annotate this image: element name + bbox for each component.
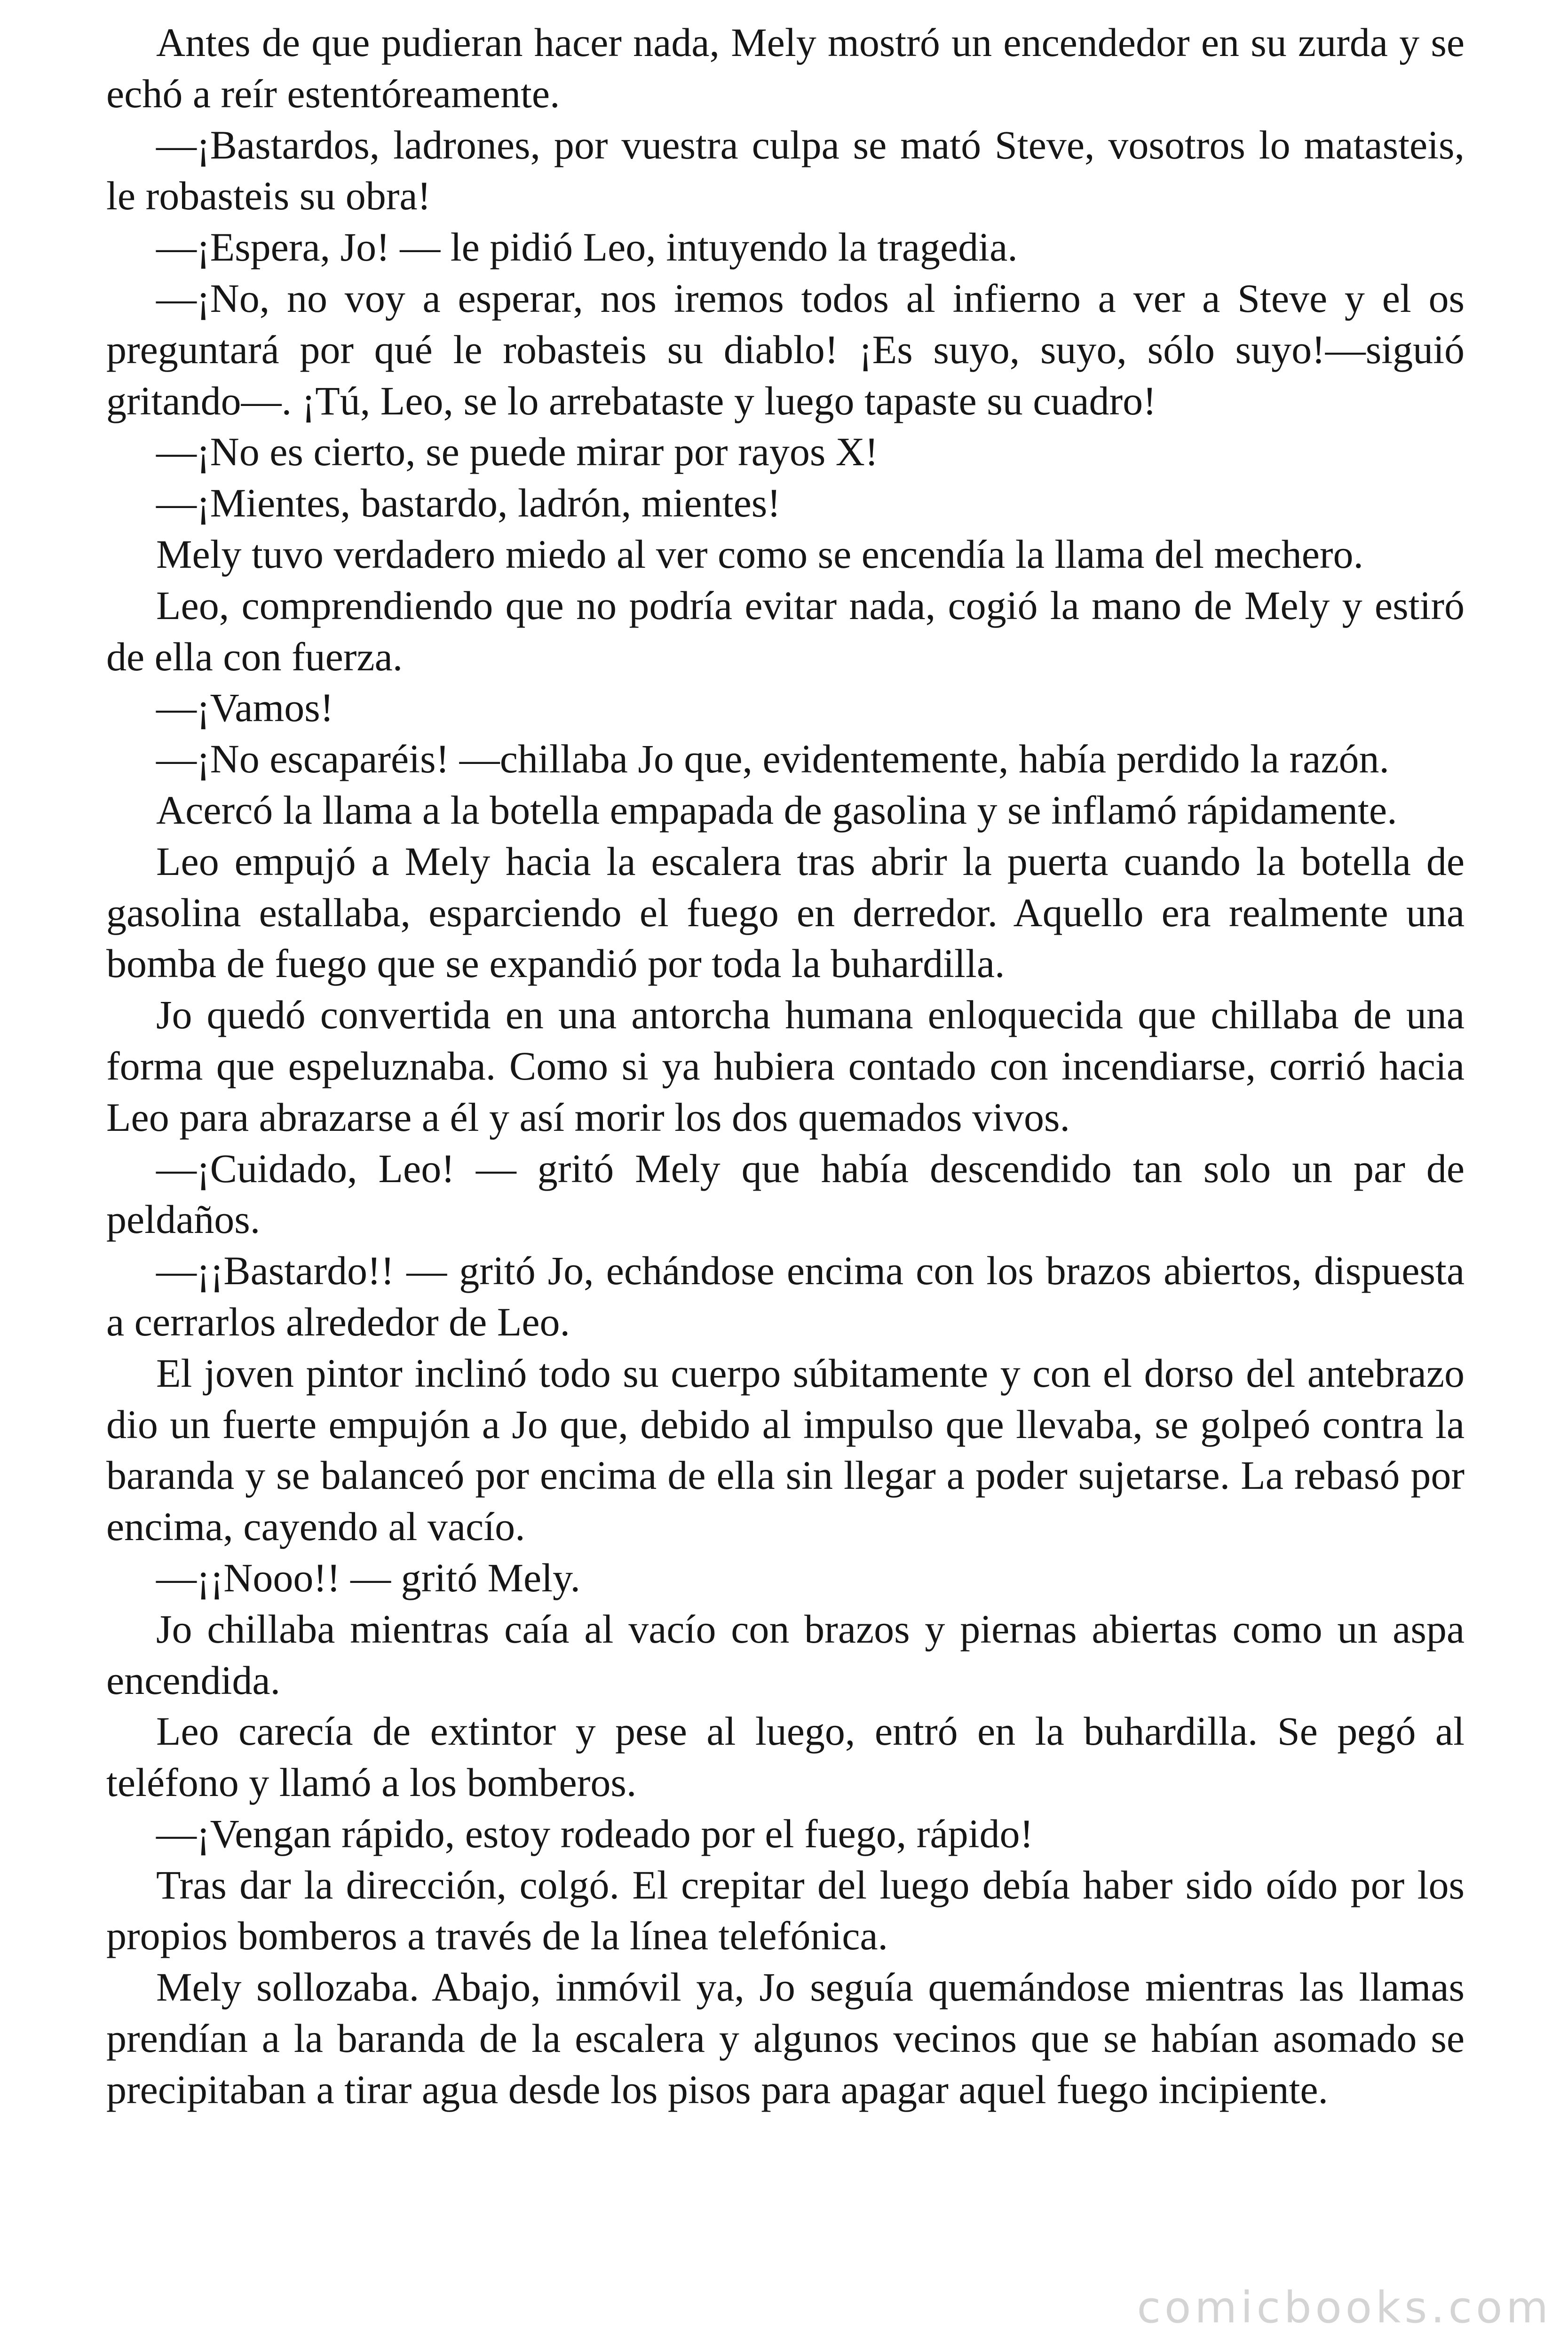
paragraph: —¡Mientes, bastardo, ladrón, mientes!: [156, 480, 781, 526]
paragraph: —¡¡Bastardo!! — gritó Jo, echándose encima con los brazos abiertos, dispuesta a cerrarlos alrededor de Leo.: [106, 1248, 1465, 1344]
paragraph: El joven pintor inclinó todo su cuerpo súbitamente y con el dorso del antebrazo dio un fuerte empujón a Jo que, debido al impulso que llevaba, se golpeó contra la baranda y se balanceó por encima de ella sin llegar a poder sujetarse. La rebasó por encima, cayendo al vacío.: [106, 1350, 1465, 1549]
paragraph: —¡Vengan rápido, estoy rodeado por el fuego, rápido!: [156, 1811, 1034, 1856]
paragraph: Antes de que pudieran hacer nada, Mely mostró un encendedor en su zurda y se echó a reír estentóreamente.: [106, 20, 1465, 116]
paragraph: —¡Vamos!: [156, 685, 334, 731]
paragraph: —¡Cuidado, Leo! — gritó Mely que había descendido tan solo un par de peldaños.: [106, 1145, 1465, 1242]
paragraph: Mely tuvo verdadero miedo al ver como se encendía la llama del mechero.: [156, 531, 1364, 577]
paragraph: —¡Espera, Jo! — le pidió Leo, intuyendo la tragedia.: [156, 224, 1018, 270]
paragraph: Leo carecía de extintor y pese al luego, entró en la buhardilla. Se pegó al teléfono y llamó a los bomberos.: [106, 1708, 1465, 1805]
paragraph: —¡Bastardos, ladrones, por vuestra culpa se mató Steve, vosotros lo matasteis, le robasteis su obra!: [106, 122, 1465, 219]
paragraph: —¡No, no voy a esperar, nos iremos todos al infierno a ver a Steve y el os preguntará por qué le robasteis su diablo! ¡Es suyo, suyo, sólo suyo!—siguió gritando—. ¡Tú, Leo, se lo arrebataste y luego tapaste su cuadro!: [106, 275, 1465, 423]
body-text: [106, 17, 1465, 2115]
paragraph: Mely sollozaba. Abajo, inmóvil ya, Jo seguía quemándose mientras las llamas prendían a la baranda de la escalera y algunos vecinos que se habían asomado se precipitaban a tirar agua desde los pisos para apagar aquel fuego incipiente.: [106, 1964, 1465, 2112]
paragraph: Leo empujó a Mely hacia la escalera tras abrir la puerta cuando la botella de gasolina estallaba, esparciendo el fuego en derredor. Aquello era realmente una bomba de fuego que se expandió por toda la buhardilla.: [106, 838, 1465, 986]
paragraph: —¡No es cierto, se puede mirar por rayos X!: [156, 429, 879, 475]
paragraph: Leo, comprendiendo que no podría evitar nada, cogió la mano de Mely y estiró de ella con fuerza.: [106, 582, 1465, 679]
paragraph: —¡¡Nooo!! — gritó Mely.: [156, 1555, 581, 1600]
paragraph: Acercó la llama a la botella empapada de gasolina y se inflamó rápidamente.: [156, 787, 1397, 833]
paragraph: —¡No escaparéis! —chillaba Jo que, evidentemente, había perdido la razón.: [156, 736, 1389, 782]
paragraph: Tras dar la dirección, colgó. El crepitar del luego debía haber sido oído por los propios bomberos a través de la línea telefónica.: [106, 1862, 1465, 1959]
paragraph: Jo quedó convertida en una antorcha humana enloquecida que chillaba de una forma que espeluznaba. Como si ya hubiera contado con incendiarse, corrió hacia Leo para abrazarse a él y así morir los dos quemados vivos.: [106, 992, 1465, 1140]
paragraph: Jo chillaba mientras caía al vacío con brazos y piernas abiertas como un aspa encendida.: [106, 1606, 1465, 1703]
watermark: comicbooks.com: [1137, 2282, 1552, 2333]
